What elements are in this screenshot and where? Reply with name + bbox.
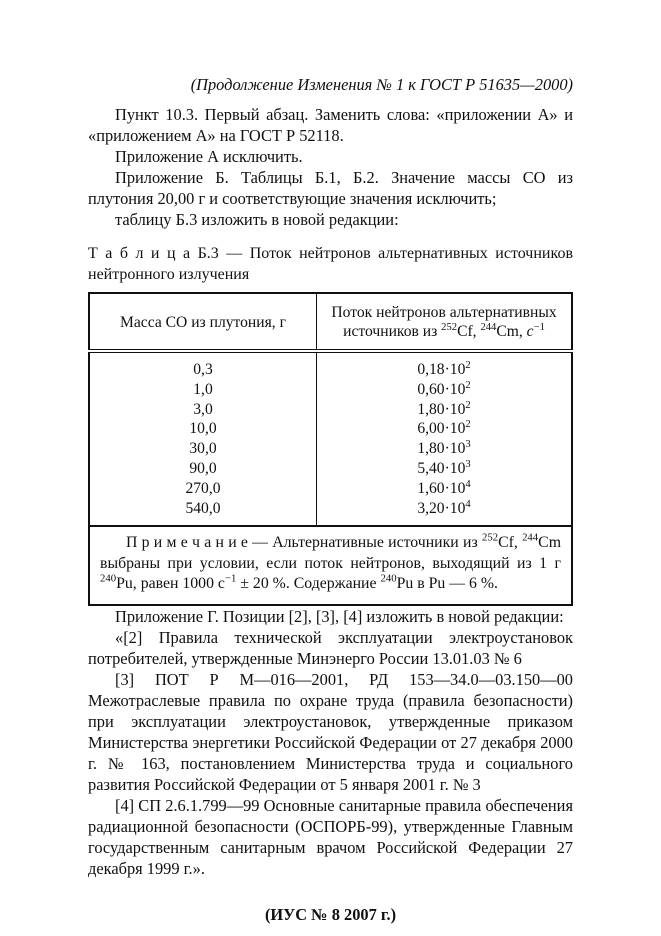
mass-cell: 30,0 (89, 439, 317, 459)
mass-cell: 1,0 (89, 380, 317, 400)
mass-cell: 0,3 (89, 351, 317, 380)
continuation-header: (Продолжение Изменения № 1 к ГОСТ Р 51635—2000) (190, 75, 573, 94)
ius-issue-footer: (ИУС № 8 2007 г.) (264, 904, 397, 924)
table-row (89, 459, 572, 479)
flux-column-header: Поток нейтронов альтернативных источников из $^{252}$Cf, $^{244}$Cm, $с^{-1}$ (317, 293, 572, 351)
note-text: — Альтернативные источники из $^{252}$Cf, $^{244}$Cm выбраны при условии, если поток нейтронов, выходящий из 1 г $^{240}$Pu, равен 1000 $с^{-1} \pm 20$ %. Содержание $^{240}$Pu в Pu — 6 %. (100, 532, 561, 593)
table-row (89, 499, 572, 527)
mass-cell: 90,0 (89, 459, 317, 479)
table-head (89, 293, 572, 351)
mass-cell: 540,0 (89, 499, 317, 527)
paragraph-annex-a: Приложение А исключить. (115, 147, 303, 166)
flux-cell: $0,18\cdot 10^2$ (417, 359, 471, 378)
table-foot (89, 526, 572, 605)
paragraph-ref-4: [4] СП 2.6.1.799—99 Основные санитарные правила обеспечения радиационной безопасности (ОСПОРБ-99), утвержденные Главным государственным санитарным врачом Российской Федерации 27 декабря 1999 г.». (88, 795, 573, 878)
paragraph-annex-g: Приложение Г. Позиции [2], [3], [4] изложить в новой редакции: (115, 606, 564, 626)
table-caption: Т а б л и ц а Б.3 — Поток нейтронов альтернативных источников нейтронного излучения (88, 245, 573, 283)
flux-cell: $3,20\cdot 10^4$ (417, 498, 471, 517)
flux-cell: $5,40\cdot 10^3$ (417, 458, 471, 477)
paragraph-annex-b: Приложение Б. Таблицы Б.1, Б.2. Значение массы СО из плутония 20,00 г и соответствующие значения исключить; (88, 168, 573, 208)
flux-cell: $0,60\cdot 10^2$ (417, 379, 471, 398)
paragraph-ref-3: [3] ПОТ Р М—016—2001, РД 153—34.0—03.150—00 Межотраслевые правила по охране труда (правила безопасности) при эксплуатации электроустановок, утвержденные приказом Министерства энергетики Российской Федерации от 27 декабря 2000 г. № 163, постановлением Министерства труда и социального развития Российской Федерации от 5 января 2001 г. № 3 (88, 669, 573, 794)
table-header-row (89, 293, 572, 351)
table-body (89, 351, 572, 526)
flux-cell: $1,60\cdot 10^4$ (417, 478, 471, 497)
neutron-flux-table (88, 292, 573, 606)
mass-cell: 3,0 (89, 400, 317, 420)
mass-column-header: Масса СО из плутония, г (89, 293, 317, 351)
paragraph-clause-10-3: Пункт 10.3. Первый абзац. Заменить слова: «приложении А» и «приложением А» на ГОСТ Р 52118. (88, 105, 573, 145)
mass-cell: 270,0 (89, 479, 317, 499)
table-row (89, 351, 572, 380)
paragraph-ref-2: «[2] Правила технической эксплуатации электроустановок потребителей, утвержденные Минэнерго России 13.01.03 № 6 (88, 627, 573, 668)
paragraph-table-b3-intro: таблицу Б.3 изложить в новой редакции: (115, 210, 399, 229)
flux-cell: $6,00\cdot 10^2$ (417, 419, 471, 438)
table-row (89, 479, 572, 499)
note-row (89, 526, 572, 605)
note-label: П р и м е ч а н и е (126, 534, 248, 552)
flux-cell: $1,80\cdot 10^3$ (417, 439, 471, 458)
table-row (89, 419, 572, 439)
table-row (89, 439, 572, 459)
table-row (89, 400, 572, 420)
table-note (89, 526, 572, 605)
mass-cell: 10,0 (89, 419, 317, 439)
flux-cell: $1,80\cdot 10^2$ (417, 399, 471, 418)
table-row (89, 380, 572, 400)
